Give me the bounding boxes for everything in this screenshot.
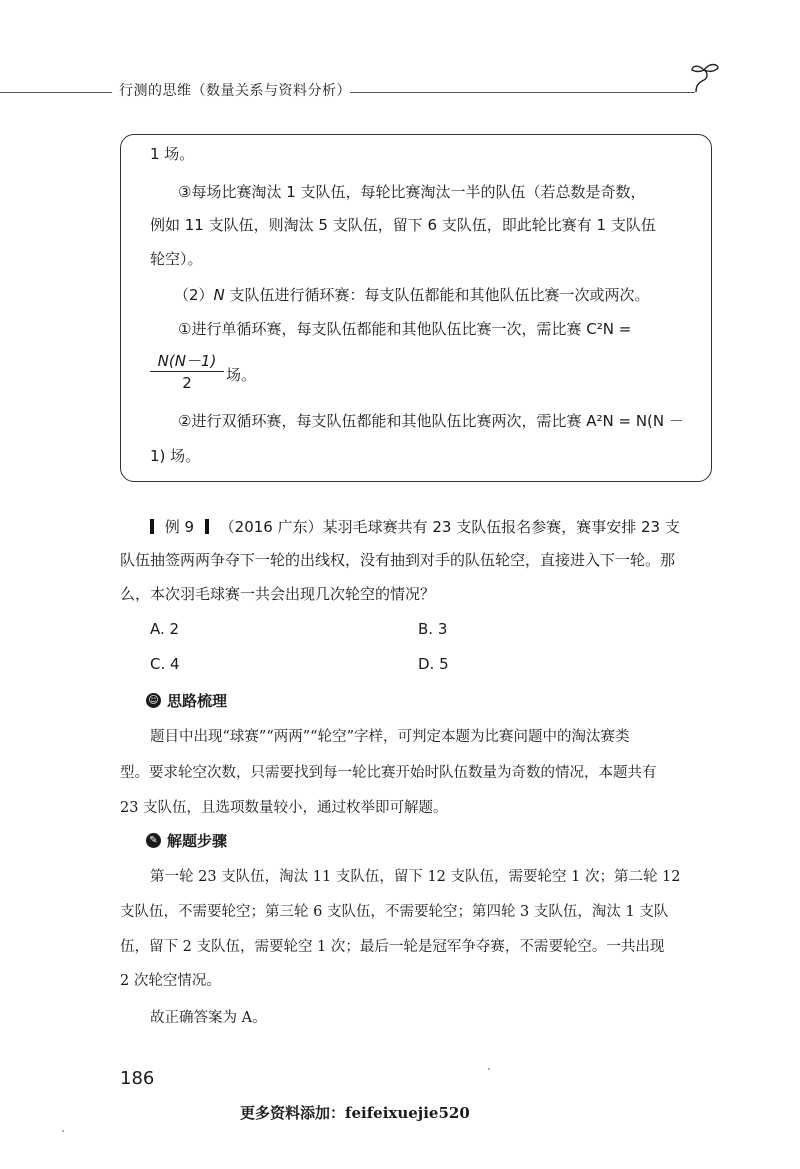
kbox-line-5-rest: 支队伍进行循环赛：每支队伍都能和其他队伍比赛一次或两次。 <box>224 286 650 304</box>
analysis-heading-text: 思路梳理 <box>167 692 228 710</box>
option-d: D. 5 <box>418 655 449 673</box>
solution-heading <box>146 830 227 851</box>
solution-answer: 故正确答案为 A。 <box>150 1010 267 1026</box>
kbox-line-3: 例如 11 支队伍，则淘汰 5 支队伍，留下 6 支队伍，即此轮比赛有 1 支队伍 <box>150 216 656 234</box>
kbox-line-1: 1 场。 <box>150 145 195 163</box>
analysis-line-2: 型。要求轮空次数，只需要找到每一轮比赛开始时队伍数量为奇数的情况，本题共有 <box>120 765 657 781</box>
example-line-1-text: （2016 广东）某羽毛球赛共有 23 支队伍报名参赛，赛事安排 23 支 <box>219 518 680 536</box>
example-line-1 <box>150 516 680 537</box>
analysis-icon: ☺ <box>146 693 161 708</box>
example-label-bar-right <box>205 519 209 534</box>
header-rule-left <box>0 92 112 93</box>
kbox-line-6: ①进行单循环赛，每支队伍都能和其他队伍比赛一次，需比赛 C²N = <box>178 320 632 338</box>
running-header-title: 行测的思维（数量关系与资料分析） <box>113 80 357 100</box>
kbox-line-5-prefix: （2） <box>174 286 214 304</box>
example-label-bar-left <box>150 519 154 534</box>
fraction-numerator: N(N－1) <box>150 351 224 372</box>
analysis-heading <box>146 690 227 711</box>
analysis-line-3: 23 支队伍，且选项数量较小，通过枚举即可解题。 <box>120 800 448 816</box>
kbox-line-9: 1) 场。 <box>150 447 201 465</box>
kbox-line-8: ②进行双循环赛，每支队伍都能和其他队伍比赛两次，需比赛 A²N = N(N － <box>178 412 684 430</box>
fraction-suffix: 场。 <box>226 366 257 384</box>
kbox-line-5 <box>174 284 650 305</box>
example-label: 例 9 <box>164 518 195 536</box>
kbox-line-2: ③每场比赛淘汰 1 支队伍，每轮比赛淘汰一半的队伍（若总数是奇数， <box>178 183 646 201</box>
footer-note: 更多资料添加：feifeixuejie520 <box>240 1104 470 1122</box>
scan-speck <box>62 1130 64 1132</box>
solution-heading-text: 解题步骤 <box>167 832 228 850</box>
fraction-denominator: 2 <box>182 374 192 392</box>
example-line-3: 么，本次羽毛球赛一共会出现几次轮空的情况？ <box>120 585 436 603</box>
scan-speck <box>488 1068 490 1070</box>
solution-line-3: 伍，留下 2 支队伍，需要轮空 1 次；最后一轮是冠军争夺赛，不需要轮空。一共出现 <box>120 939 665 955</box>
analysis-line-1: 题目中出现“球赛”“两两”“轮空”字样，可判定本题为比赛问题中的淘汰赛类 <box>150 729 630 745</box>
page-number: 186 <box>120 1068 155 1089</box>
option-a: A. 2 <box>150 620 180 638</box>
kbox-line-4: 轮空）。 <box>150 250 203 268</box>
solution-line-2: 支队伍，不需要轮空；第三轮 6 支队伍，不需要轮空；第四轮 3 支队伍，淘汰 1 支队 <box>120 904 669 920</box>
option-b: B. 3 <box>418 620 448 638</box>
solution-line-1: 第一轮 23 支队伍，淘汰 11 支队伍，留下 12 支队伍，需要轮空 1 次；第二轮 12 <box>150 869 681 885</box>
header-rule-right <box>350 92 695 93</box>
solution-line-4: 2 次轮空情况。 <box>120 973 221 989</box>
sprout-icon <box>688 58 722 92</box>
option-c: C. 4 <box>150 655 180 673</box>
solution-icon: ✎ <box>146 833 161 848</box>
example-line-2: 队伍抽签两两争夺下一轮的出线权，没有抽到对手的队伍轮空，直接进入下一轮。那 <box>120 551 676 569</box>
kbox-line-5-var: N <box>213 286 225 304</box>
fraction <box>150 351 224 394</box>
